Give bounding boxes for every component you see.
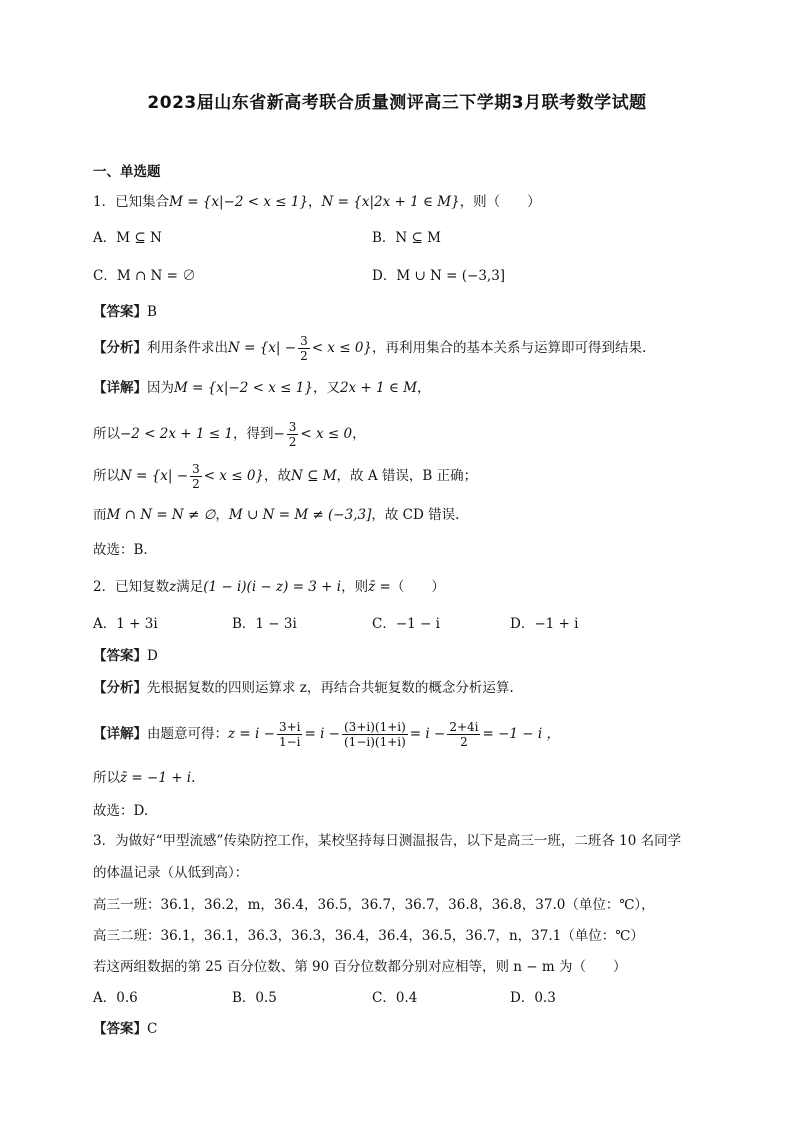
q2-variable-z: z	[169, 579, 177, 595]
q1-line4-union: M ∪ N = M ≠ (−3,3]	[228, 507, 372, 523]
fraction-numerator: 3	[300, 334, 308, 348]
q1-option-b: B．N ⊆ M	[372, 230, 441, 246]
q1-line4-separator: ，	[215, 507, 229, 523]
fraction-numerator: 3	[288, 420, 297, 434]
q1-separator: ，	[308, 194, 322, 210]
q2-conjugate: z̄	[368, 579, 376, 595]
q2-line2-suffix: .	[191, 770, 196, 786]
q1-answer	[93, 302, 157, 322]
q2-analysis	[93, 678, 514, 698]
q3-class-2-data: 高三二班：36.1，36.1，36.3，36.3，36.4，36.4，36.5，36.7，n，37.1（单位：℃）	[93, 928, 644, 944]
q1-answer-value: B	[147, 304, 157, 320]
q1-choose: 故选：B.	[93, 542, 148, 558]
q1-line3-fraction	[190, 462, 202, 491]
q1-analysis-set-left: N = {x| −	[228, 340, 297, 356]
q1-set-m: M = {x|−2 < x ≤ 1}	[169, 194, 309, 210]
q1-line2-tail: < x ≤ 0	[300, 426, 353, 442]
question-3-stem-line-3: 若这两组数据的第 25 百分位数、第 90 百分位数都分别对应相等，则 n − m 为（ ）	[93, 959, 627, 975]
q1-line2-suffix: ，	[352, 426, 366, 442]
q2-fraction-3	[447, 720, 480, 749]
question-2-stem	[93, 577, 445, 597]
fraction-denominator: 1−i	[278, 735, 301, 749]
q1-line2-middle: ，得到	[232, 426, 274, 442]
document-title: 2023届山东省新高考联合质量测评高三下学期3月联考数学试题	[147, 93, 647, 113]
q3-option-b: B．0.5	[232, 990, 277, 1006]
q1-line3-suffix: ，故 A 错误，B 正确；	[336, 468, 478, 484]
q2-stem-suffix: =（ ）	[375, 579, 445, 595]
q1-line4-intersection: M ∩ N = N ≠ ∅	[106, 507, 216, 523]
q1-line2-expression: −2 < 2x + 1 ≤ 1	[120, 426, 233, 442]
q3-answer	[93, 1019, 157, 1039]
answer-tag: 【答案】	[93, 1021, 147, 1037]
q3-class-1-data: 高三一班：36.1，36.2，m，36.4，36.5，36.7，36.7，36.8，36.8，37.0（单位：℃），	[93, 897, 655, 913]
q1-line4-prefix: 而	[93, 507, 107, 523]
q3-option-d: D．0.3	[510, 990, 556, 1006]
q2-stem-prefix: 2．已知复数	[93, 579, 170, 595]
question-1-stem	[93, 192, 541, 212]
q1-analysis-fraction	[298, 334, 310, 363]
fraction-numerator: 3	[192, 462, 200, 476]
q2-detail-line-1	[93, 720, 560, 749]
q1-line2-negative: −	[273, 426, 285, 442]
q3-option-a: A．0.6	[93, 990, 138, 1006]
q2-fraction-1	[277, 720, 303, 749]
q1-line3-prefix: 所以	[93, 468, 120, 484]
q1-analysis-set-right: < x ≤ 0}	[311, 340, 372, 356]
q1-detail-line-3	[93, 462, 477, 491]
fraction-denominator: 2	[460, 735, 468, 749]
question-3-stem-line-1: 3．为做好“甲型流感”传染防控工作，某校坚持每日测温报告，以下是高三一班，二班各 10 名同学	[93, 833, 682, 849]
q1-stem-suffix: ，则（ ）	[459, 194, 541, 210]
q2-line2-expression: z̄ = −1 + i	[120, 770, 192, 786]
q1-line2-prefix: 所以	[93, 426, 120, 442]
q1-detail-line-1	[93, 378, 431, 398]
q2-detail-result: = −1 − i ，	[482, 726, 560, 742]
analysis-tag: 【分析】	[93, 680, 147, 696]
fraction-denominator: (1−i)(1+i)	[344, 735, 406, 749]
q2-fraction-2	[342, 720, 408, 749]
q1-line3-set-left: N = {x| −	[120, 468, 189, 484]
q1-detail-set-m: M = {x|−2 < x ≤ 1}	[174, 380, 313, 396]
q1-detail-line-4	[93, 505, 459, 525]
q1-stem-prefix: 1．已知集合	[93, 194, 170, 210]
q1-analysis	[93, 334, 646, 363]
q2-detail-prefix: 由题意可得：	[147, 726, 228, 742]
q1-line4-suffix: ，故 CD 错误.	[371, 507, 460, 523]
analysis-tag: 【分析】	[93, 340, 147, 356]
q3-option-c: C．0.4	[372, 990, 418, 1006]
q2-option-b: B．1 − 3i	[232, 616, 297, 632]
q2-stem-then: ，则	[341, 579, 369, 595]
detail-tag: 【详解】	[93, 726, 147, 742]
q1-detail-prefix: 因为	[147, 380, 174, 396]
q1-option-d: D．M ∪ N = (−3,3]	[372, 268, 506, 284]
q2-detail-step-2: = i −	[304, 726, 340, 742]
q1-line3-relation: N ⊆ M	[291, 468, 337, 484]
q1-detail-suffix: ，	[417, 380, 431, 396]
fraction-numerator: (3+i)(1+i)	[344, 720, 406, 734]
q1-option-c: C．M ∩ N = ∅	[93, 268, 196, 284]
q2-line2-prefix: 所以	[93, 770, 120, 786]
q2-detail-step-3: = i −	[409, 726, 446, 742]
fraction-denominator: 2	[192, 477, 200, 491]
q1-line2-fraction	[287, 420, 299, 449]
fraction-denominator: 2	[288, 435, 297, 449]
q2-analysis-text: 先根据复数的四则运算求 z，再结合共轭复数的概念分析运算.	[147, 680, 514, 696]
q2-stem-middle: 满足	[176, 579, 204, 595]
q2-detail-z: z = i −	[228, 726, 275, 742]
fraction-numerator: 3+i	[278, 720, 301, 734]
q2-option-c: C．−1 − i	[372, 616, 440, 632]
q2-option-d: D．−1 + i	[510, 616, 579, 632]
q2-option-a: A．1 + 3i	[93, 616, 158, 632]
q1-detail-middle: ，又	[312, 380, 340, 396]
q2-answer-value: D	[147, 648, 158, 664]
fraction-denominator: 2	[300, 349, 308, 363]
detail-tag: 【详解】	[93, 380, 147, 396]
question-3-stem-line-2: 的体温记录（从低到高）：	[93, 865, 249, 881]
q1-detail-expression: 2x + 1 ∈ M	[339, 380, 418, 396]
fraction-numerator: 2+4i	[449, 720, 479, 734]
q1-option-a: A．M ⊆ N	[93, 230, 162, 246]
q1-line3-middle: ，故	[264, 468, 291, 484]
q2-choose: 故选：D.	[93, 803, 149, 819]
q2-equation: (1 − i)(i − z) = 3 + i	[203, 579, 342, 595]
section-heading: 一、单选题	[93, 164, 161, 180]
q1-line3-set-right: < x ≤ 0}	[203, 468, 264, 484]
q2-answer	[93, 646, 158, 666]
answer-tag: 【答案】	[93, 304, 147, 320]
q1-analysis-prefix: 利用条件求出	[147, 340, 228, 356]
q3-answer-value: C	[147, 1021, 158, 1037]
q1-analysis-suffix: ，再利用集合的基本关系与运算即可得到结果.	[372, 340, 647, 356]
q1-set-n: N = {x|2x + 1 ∈ M}	[321, 194, 460, 210]
answer-tag: 【答案】	[93, 648, 147, 664]
q1-detail-line-2	[93, 420, 366, 449]
q2-detail-line-2	[93, 768, 195, 788]
